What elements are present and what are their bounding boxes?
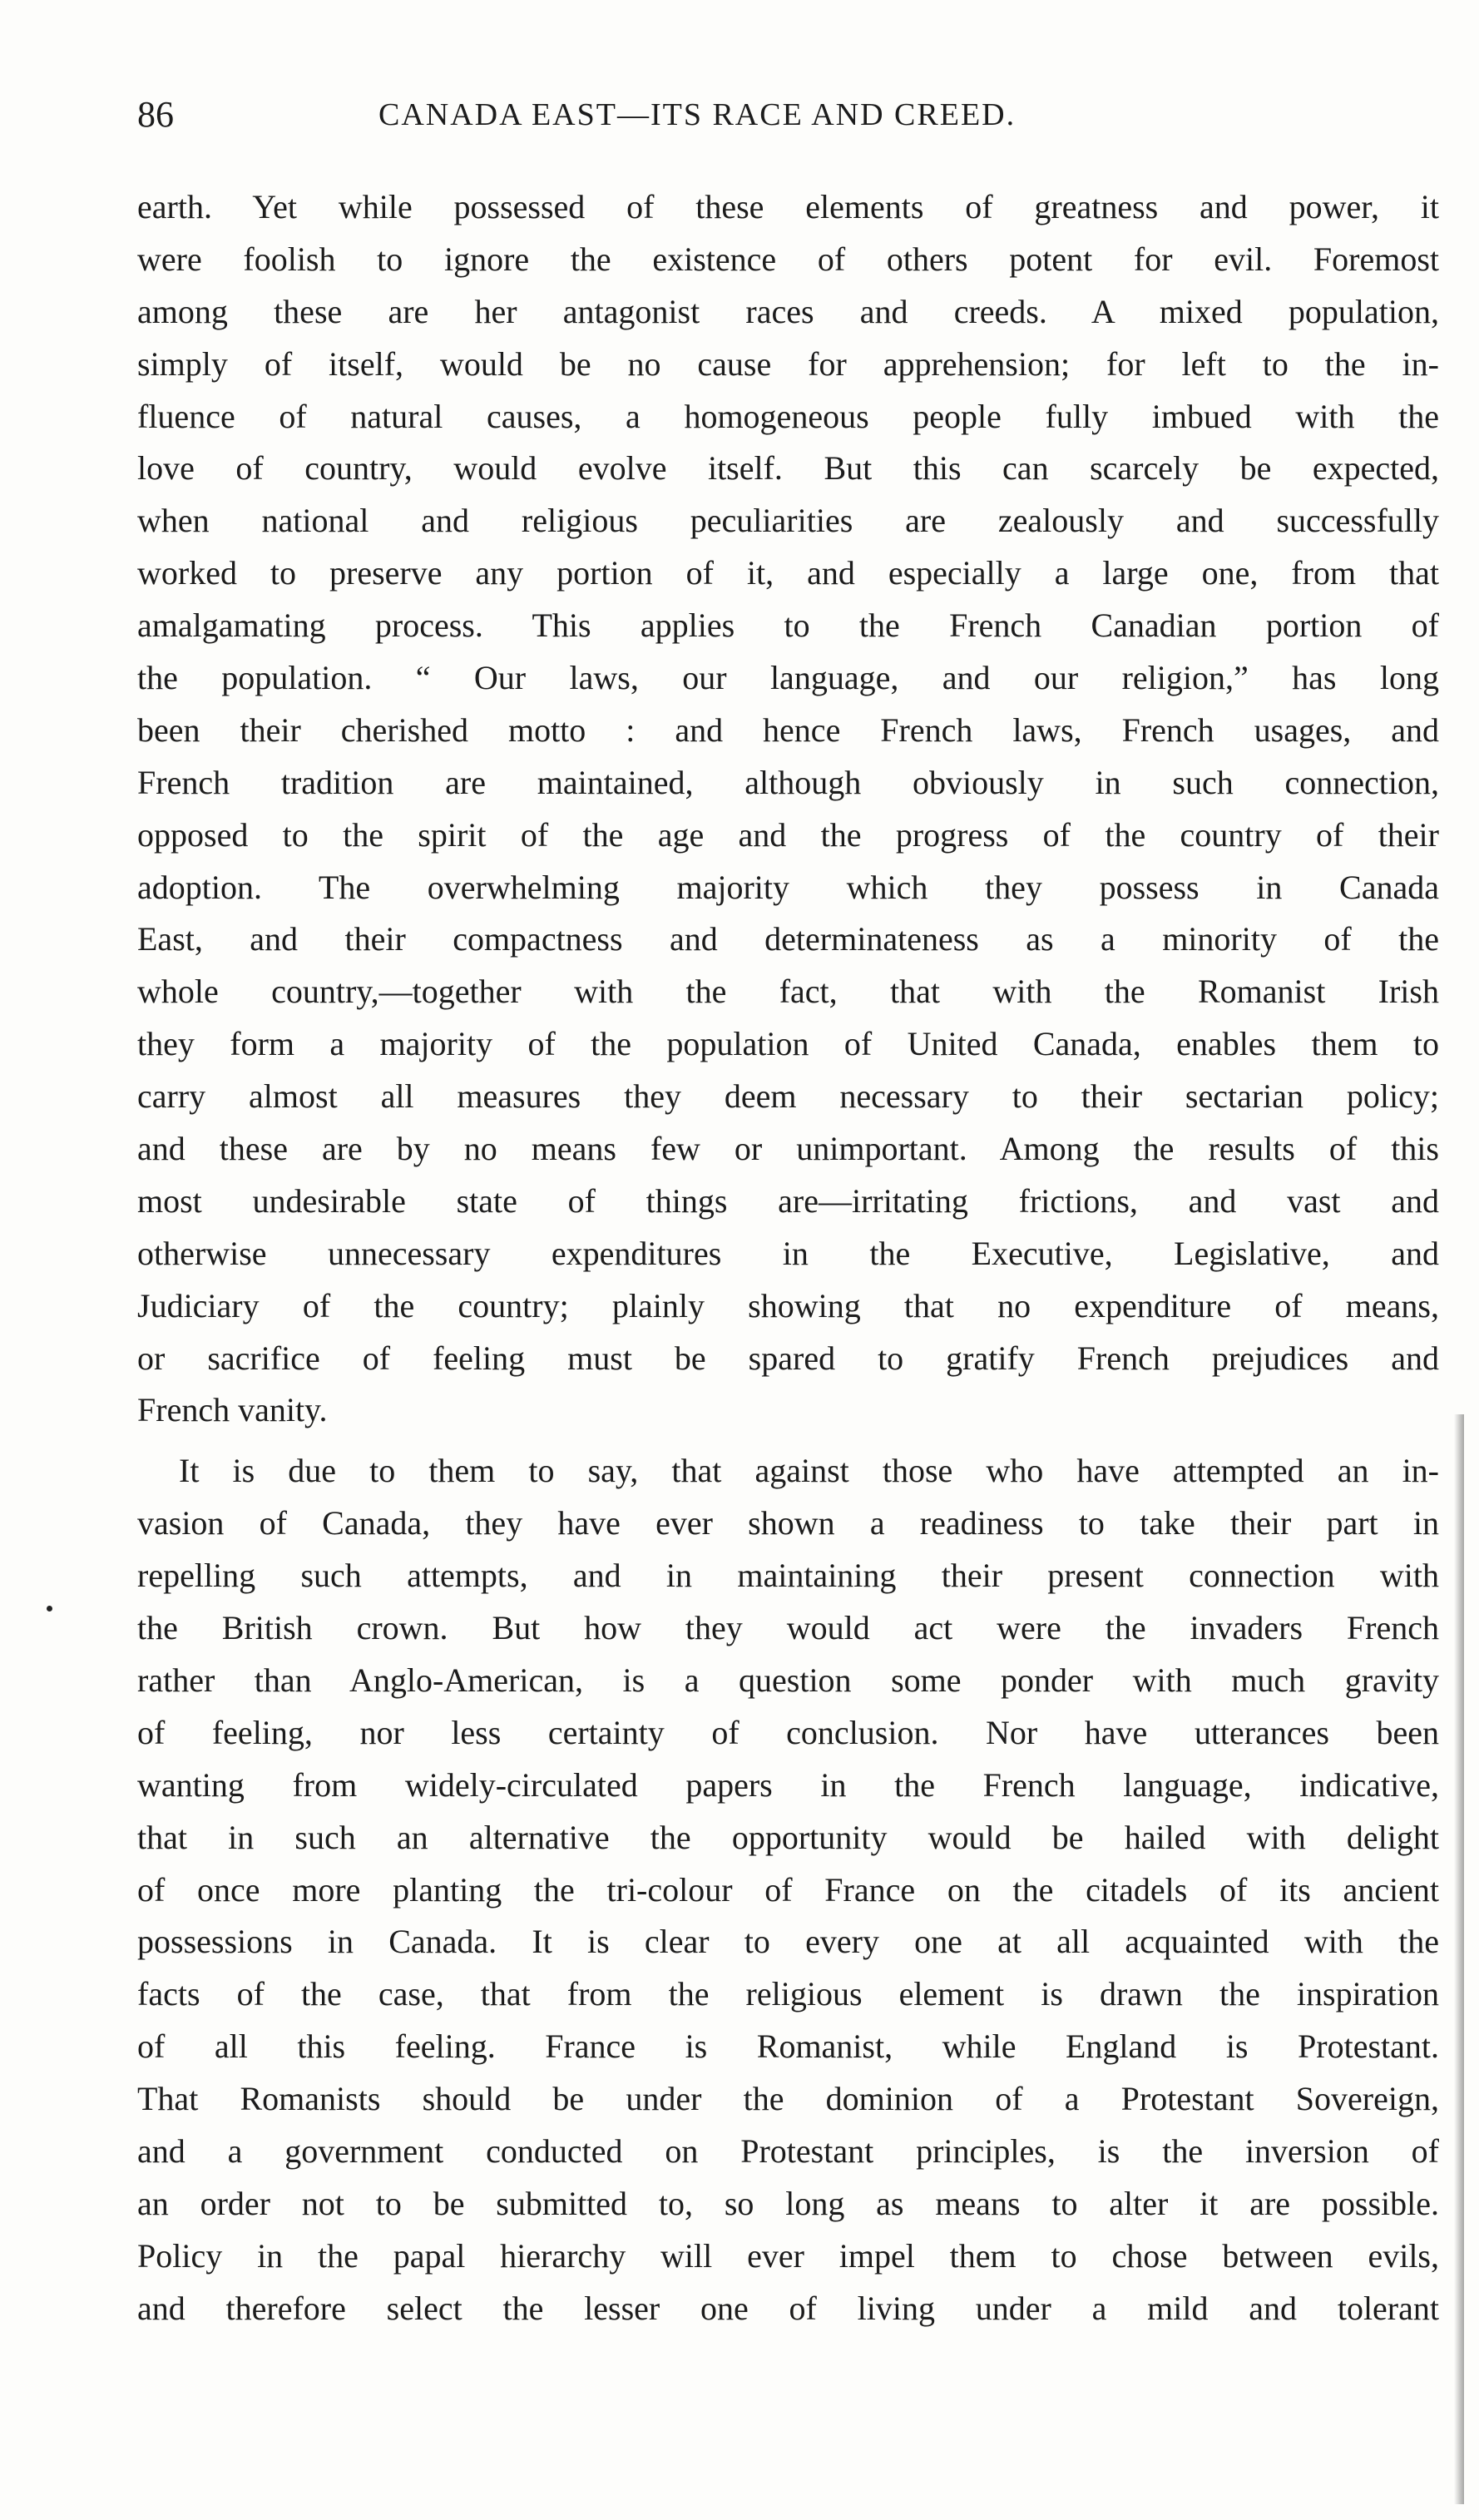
paragraph-2 <box>137 1445 1439 2334</box>
text-line: amalgamating process. This applies to the French Canadian portion of <box>137 606 1439 645</box>
text-line: an order not to be submitted to, so long as means to alter it are possible. <box>137 2184 1439 2222</box>
page-header <box>137 90 1452 140</box>
text-line: That Romanists should be under the dominion of a Protestant Sovereign, <box>137 2080 1439 2118</box>
text-line: possessions in Canada. It is clear to every one at all acquainted with the <box>137 1923 1439 1961</box>
text-line: opposed to the spirit of the age and the progress of the country of their <box>137 815 1439 854</box>
text-line: and these are by no means few or unimportant. Among the results of this <box>137 1130 1439 1168</box>
text-line: facts of the case, that from the religious element is drawn the inspiration <box>137 1975 1439 2013</box>
text-line: and a government conducted on Protestant principles, is the inversion of <box>137 2131 1439 2170</box>
text-line: that in such an alternative the opportunity would be hailed with delight <box>137 1818 1439 1856</box>
text-line: were foolish to ignore the existence of others potent for evil. Foremost <box>137 240 1439 278</box>
text-line: otherwise unnecessary expenditures in the Executive, Legislative, and <box>137 1234 1439 1272</box>
text-line: and therefore select the lesser one of living under a mild and tolerant <box>137 2289 1439 2327</box>
text-line: most undesirable state of things are—irritating frictions, and vast and <box>137 1181 1439 1220</box>
text-line: or sacrifice of feeling must be spared to gratify French prejudices and <box>137 1339 1439 1377</box>
text-line: simply of itself, would be no cause for apprehension; for left to the in- <box>137 344 1439 383</box>
body-text <box>137 181 1439 2335</box>
text-line: of feeling, nor less certainty of conclusion. Nor have utterances been <box>137 1713 1439 1751</box>
text-line: fluence of natural causes, a homogeneous people fully imbued with the <box>137 397 1439 435</box>
text-line: French vanity. <box>137 1391 328 1429</box>
margin-dot <box>47 1606 52 1612</box>
page-number: 86 <box>137 94 174 135</box>
text-line: whole country,—together with the fact, that with the Romanist Irish <box>137 973 1439 1011</box>
running-head: CANADA EAST—ITS RACE AND CREED. <box>378 97 1017 132</box>
text-line: the population. “ Our laws, our language, and our religion,” has long <box>137 659 1439 697</box>
paragraph-gap <box>137 1437 1439 1445</box>
text-line: of once more planting the tri-colour of France on the citadels of its ancient <box>137 1870 1439 1909</box>
paragraph-1 <box>137 181 1439 1437</box>
text-line: wanting from widely-circulated papers in the French language, indicative, <box>137 1765 1439 1804</box>
text-line: vasion of Canada, they have ever shown a readiness to take their part in <box>137 1504 1439 1542</box>
text-line: adoption. The overwhelming majority which they possess in Canada <box>137 868 1439 906</box>
text-line: carry almost all measures they deem necessary to their sectarian policy; <box>137 1077 1439 1116</box>
text-line: Judiciary of the country; plainly showing that no expenditure of means, <box>137 1286 1439 1324</box>
text-line: worked to preserve any portion of it, and especially a large one, from that <box>137 554 1439 592</box>
binding-shadow <box>1454 1414 1464 2504</box>
text-line: It is due to them to say, that against those who have attempted an in- <box>179 1452 1439 1490</box>
text-line: earth. Yet while possessed of these elements of greatness and power, it <box>137 188 1439 225</box>
text-line: French tradition are maintained, although obviously in such connection, <box>137 763 1439 801</box>
text-line: rather than Anglo-American, is a question some ponder with much gravity <box>137 1661 1439 1699</box>
text-line: of all this feeling. France is Romanist, while England is Protestant. <box>137 2027 1439 2066</box>
text-line: East, and their compactness and determinateness as a minority of the <box>137 920 1439 958</box>
text-line: among these are her antagonist races and creeds. A mixed population, <box>137 292 1439 330</box>
text-line: love of country, would evolve itself. But this can scarcely be expected, <box>137 449 1439 488</box>
text-line: when national and religious peculiarities are zealously and successfully <box>137 502 1439 540</box>
text-line: they form a majority of the population of United Canada, enables them to <box>137 1025 1439 1063</box>
text-line: repelling such attempts, and in maintaining their present connection with <box>137 1557 1439 1595</box>
text-line: been their cherished motto : and hence French laws, French usages, and <box>137 710 1439 749</box>
text-line: the British crown. But how they would act were the invaders French <box>137 1609 1439 1647</box>
text-line: Policy in the papal hierarchy will ever impel them to chose between evils, <box>137 2236 1439 2275</box>
